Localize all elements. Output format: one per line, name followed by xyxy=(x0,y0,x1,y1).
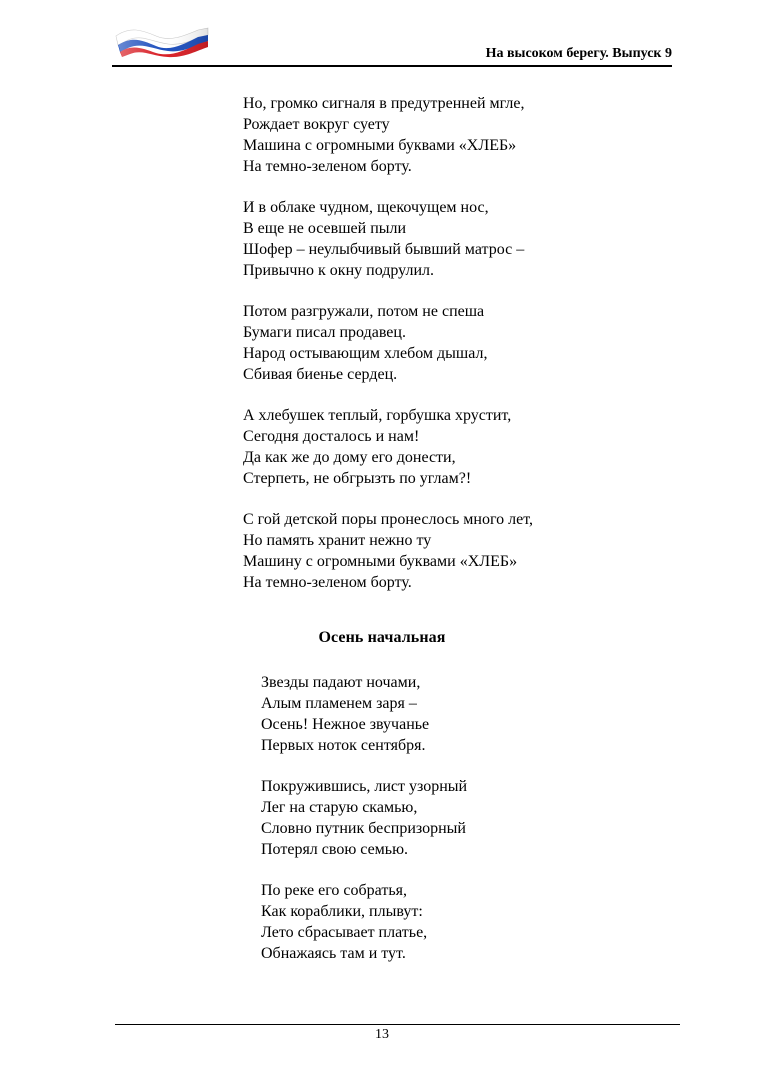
stanza xyxy=(261,776,467,860)
poem-line: Алым пламенем заря – xyxy=(261,695,417,712)
poem-osen xyxy=(261,672,467,964)
poem-line: На темно-зеленом борту. xyxy=(243,574,412,591)
poem-line: Народ остывающим хлебом дышал, xyxy=(243,345,488,362)
poem-line: Лег на старую скамью, xyxy=(261,799,418,816)
poem-line: Привычно к окну подрулил. xyxy=(243,262,434,279)
poem-line: Сбивая биенье сердец. xyxy=(243,366,398,383)
stanza xyxy=(243,405,533,489)
page-number: 13 xyxy=(375,1027,389,1042)
poem-line: Осень! Нежное звучанье xyxy=(261,716,430,733)
header-divider xyxy=(112,65,672,67)
stanza xyxy=(261,672,467,756)
header-title: На высоком берегу. Выпуск 9 xyxy=(485,46,672,61)
poem-line: На темно-зеленом борту. xyxy=(243,158,412,175)
russian-flag-logo xyxy=(112,22,212,58)
poem-line: Словно путник беспризорный xyxy=(261,820,466,837)
stanza xyxy=(243,301,533,385)
poem-line: Обнажаясь там и тут. xyxy=(261,945,406,962)
poem-line: По реке его собратья, xyxy=(261,882,407,899)
stanza xyxy=(243,509,533,593)
poem-title: Осень начальная xyxy=(318,629,446,646)
poem-line: Потерял свою семью. xyxy=(261,841,409,858)
poem-line: Шофер – неулыбчивый бывший матрос – xyxy=(243,241,525,258)
poem-line: Потом разгружали, потом не спеша xyxy=(243,303,485,320)
poem-line: Машину с огромными буквами «ХЛЕБ» xyxy=(243,553,518,570)
poem-line: Сегодня досталось и нам! xyxy=(243,428,420,445)
poem-line: Звезды падают ночами, xyxy=(261,674,421,691)
poem-line: Стерпеть, не обгрызть по углам?! xyxy=(243,470,472,487)
poem-line: Но память хранит нежно ту xyxy=(243,532,432,549)
poem-line: Да как же до дому его донести, xyxy=(243,449,456,466)
poem-line: Первых ноток сентября. xyxy=(261,737,426,754)
poem-line: Лето сбрасывает платье, xyxy=(261,924,428,941)
poem-line: И в облаке чудном, щекочущем нос, xyxy=(243,199,489,216)
poem-line: А хлебушек теплый, горбушка хрустит, xyxy=(243,407,512,424)
poem-line: С гой детской поры пронеслось много лет, xyxy=(243,511,533,528)
poem-line: Но, громко сигналя в предутренней мгле, xyxy=(243,95,525,112)
poem-line: Рождает вокруг суету xyxy=(243,116,390,133)
poem-line: В еще не осевшей пыли xyxy=(243,220,407,237)
poem-line: Бумаги писал продавец. xyxy=(243,324,406,341)
footer-divider xyxy=(115,1024,680,1025)
stanza xyxy=(243,93,533,177)
poem-hleb xyxy=(243,93,533,593)
poem-line: Как кораблики, плывут: xyxy=(261,903,423,920)
stanza xyxy=(261,880,467,964)
poem-line: Машина с огромными буквами «ХЛЕБ» xyxy=(243,137,517,154)
stanza xyxy=(243,197,533,281)
poem-line: Покружившись, лист узорный xyxy=(261,778,468,795)
